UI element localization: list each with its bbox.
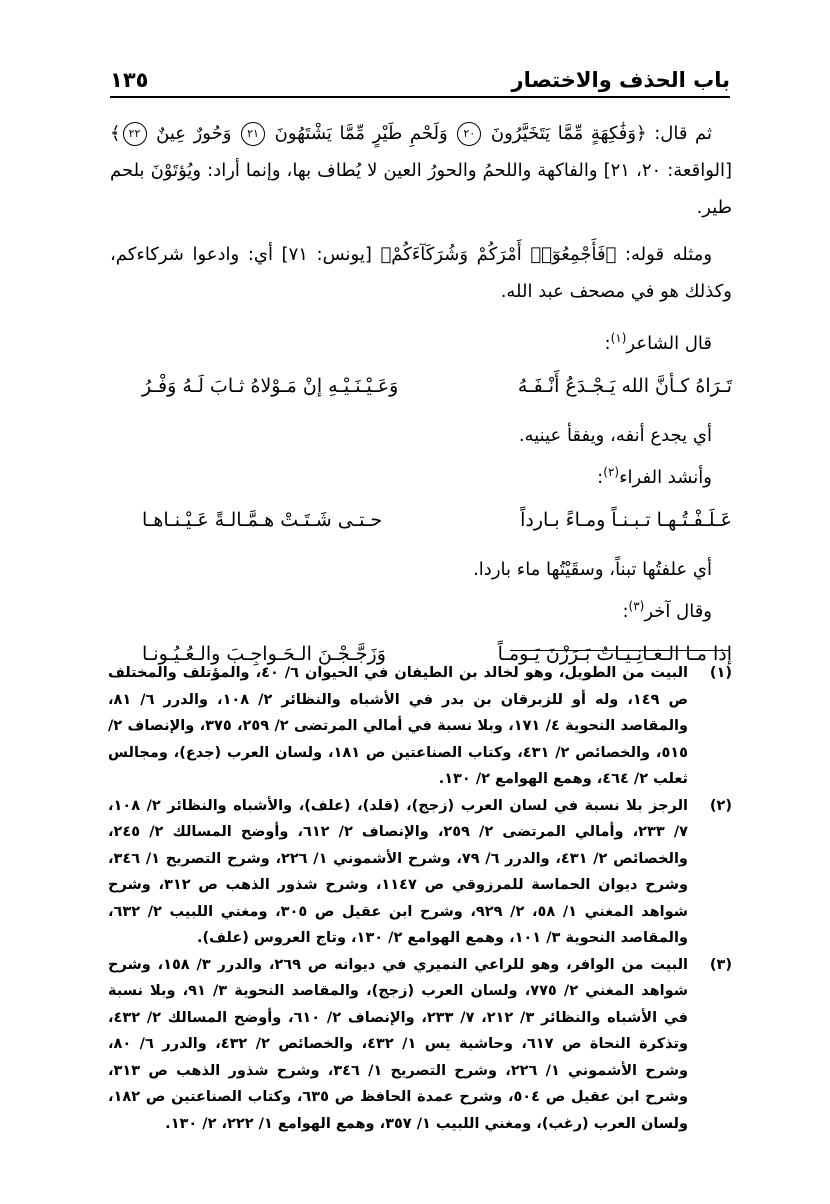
main-text — [110, 115, 732, 685]
chapter-title: باب الحذف والاختصار — [511, 68, 730, 92]
footnote-separator — [510, 650, 730, 651]
ayah-number-21: ٢١ — [241, 122, 265, 146]
poet-intro-2-text: وأنشد الفراء — [619, 467, 712, 488]
poet-intro-1 — [110, 320, 712, 362]
verse-3-second-hemistich: وَزَجَّـجْـنَ الـحَـواجِـبَ والـعُـيُـونـا — [142, 643, 386, 665]
quran-quote-2: ﴿فَأَجْمِعُوٓا۟ أَمْرَكُمْ وَشُرَكَآءَكُمْ﴾ — [380, 244, 617, 265]
poet-intro-2 — [110, 454, 712, 496]
gloss-1: أي يجدع أنفه، ويفقأ عينيه. — [518, 425, 712, 446]
verse-2-first-hemistich: عَـلَـفْـتُـهـا تـبـنـاً ومـاءً بـارداً — [520, 509, 732, 531]
quran-quote-1: ﴿وَفَٰكِهَةٍ مِّمَّا يَتَخَيَّرُونَ — [490, 123, 647, 144]
footnote-text: البيت من الطويل، وهو لخالد بن الطيفان في الحيوان ٦/ ٤٠، والمؤتلف والمختلف ص ١٤٩، وله أو للزبرقان بن بدر في الأشباه والنظائر ٢/ ١٠٨، والدرر ٦/ ٨١، والمقاصد النحوية ٤/ ١٧١، وبلا نسبة في أمالي المرتضى ٢/ ٢٥٩، ٣٧٥، والإنصاف ٢/ ٥١٥، والخصائص ٢/ ٤٣١، وكتاب الصناعتين ص ١٨١، ولسان العرب (جدع)، ومجالس ثعلب ٢/ ٤٦٤، وهمع الهوامع ٢/ ١٣٠. — [108, 665, 688, 787]
verse-3-first-hemistich: إذا مـا الـغـانِـيـاتُ بَـرَزْنَ يَـومـاً — [497, 643, 732, 665]
verse-1-first-hemistich: تَـرَاهُ كـأنَّ الله يَـجْـدَعُ أَنْـفَـهُ — [517, 375, 732, 397]
running-header — [110, 60, 730, 98]
footnote-ref-2: (٢) — [603, 465, 620, 479]
quran-quote-1c: وَحُورٌ عِينٌ — [156, 123, 232, 144]
footnote-number: (١) — [709, 665, 732, 681]
paragraph-1 — [110, 115, 732, 226]
ayah-number-20: ٢٠ — [457, 122, 481, 146]
paragraph-2-intro: ومثله قوله: — [616, 244, 713, 265]
verse-2 — [142, 502, 732, 539]
verse-1-second-hemistich: وَعَـيْـنَـيْـهِ إنْ مَـوْلاهُ ثـابَ لَـهُ وَفْـرُ — [142, 375, 399, 397]
footnote-text: البيت من الوافر، وهو للراعي النميري في ديوانه ص ٢٦٩، والدرر ٣/ ١٥٨، وشرح شواهد المغني ٢/ ٧٧٥، ولسان العرب (زجج)، والمقاصد النحوية ٣/ ٩١، وبلا نسبة في الأشباه والنظائر ٣/ ٢١٢، ٧/ ٢٣٣، والإنصاف ٢/ ٦١٠، وأوضح المسالك ٢/ ٤٣٢، وتذكرة النحاة ص ٦١٧، وحاشية يس ١/ ٤٣٢، والخصائص ٢/ ٤٣٢، والدرر ٦/ ٨٠، وشرح الأشموني ١/ ٢٢٦، وشرح التصريح ١/ ٣٤٦، وشرح شذور الذهب ص ٣١٣، وشرح ابن عقيل ص ٥٠٤، وشرح عمدة الحافظ ص ٦٣٥، وكتاب الصناعتين ص ١٨٢، ولسان العرب (رغب)، ومغني اللبيب ١/ ٣٥٧، وهمع الهوامع ١/ ٢٢٢، ٢/ ١٣٠. — [108, 956, 688, 1132]
footnote-ref-3: (٣) — [628, 599, 645, 613]
footnotes — [108, 660, 732, 1137]
poet-intro-3-text: وقال آخر — [644, 601, 712, 622]
page-number: ١٣٥ — [110, 68, 149, 92]
paragraph-1-intro: ثم قال: — [646, 123, 712, 144]
paragraph-2-rest: [يونس: ٧١] أي: وادعوا شركاءكم، وكذلك هو في مصحف عبد الله. — [110, 244, 732, 302]
gloss-2: أي علفتُها تبناً، وسقَيْتُها ماء باردا. — [473, 559, 712, 580]
poet-intro-3 — [110, 588, 712, 630]
colon: : — [597, 467, 604, 488]
ayah-number-22: ٢٢ — [123, 122, 147, 146]
paragraph-2 — [110, 236, 732, 310]
footnote-3 — [108, 952, 732, 1138]
quran-quote-1b: وَلَحْمِ طَيْرٍ مِّمَّا يَشْتَهُونَ — [274, 123, 448, 144]
footnote-ref-1: (١) — [610, 331, 627, 345]
footnote-number: (٣) — [709, 956, 732, 973]
footnote-1 — [108, 660, 732, 793]
paragraph-1-rest: ﴾ [الواقعة: ٢٠، ٢١] والفاكهة واللحمُ والحورُ العين لا يُطاف بها، وإنما أراد: ويُؤتَوْنَ بلحم طير. — [110, 123, 733, 218]
poet-intro-1-text: قال الشاعر — [626, 333, 712, 354]
footnote-2 — [108, 793, 732, 952]
footnote-number: (٢) — [709, 797, 732, 814]
colon: : — [604, 333, 611, 354]
footnote-text: الرجز بلا نسبة في لسان العرب (زجج)، (قلد)، (علف)، والأشباه والنظائر ٢/ ١٠٨، ٧/ ٢٣٣، وأمالي المرتضى ٢/ ٢٥٩، والإنصاف ٢/ ٦١٢، وأوضح المسالك ٢/ ٢٤٥، والخصائص ٢/ ٤٣١، والدرر ٦/ ٧٩، وشرح الأشموني ١/ ٢٢٦، وشرح التصريح ١/ ٣٤٦، وشرح ديوان الحماسة للمرزوقي ص ١١٤٧، وشرح شذور الذهب ص ٣١٢، وشرح شواهد المغني ١/ ٥٨، ٢/ ٩٢٩، وشرح ابن عقيل ص ٣٠٥، ومغني اللبيب ٢/ ٦٣٢، والمقاصد النحوية ٣/ ١٠١، وهمع الهوامع ٢/ ١٣٠، وتاج العروس (علف). — [108, 797, 688, 946]
verse-2-second-hemistich: حـتـى شَـتَـتْ هـمَّـالـةً عَـيْـنـاهـا — [142, 509, 383, 531]
verse-1 — [142, 368, 732, 405]
colon: : — [622, 601, 629, 622]
